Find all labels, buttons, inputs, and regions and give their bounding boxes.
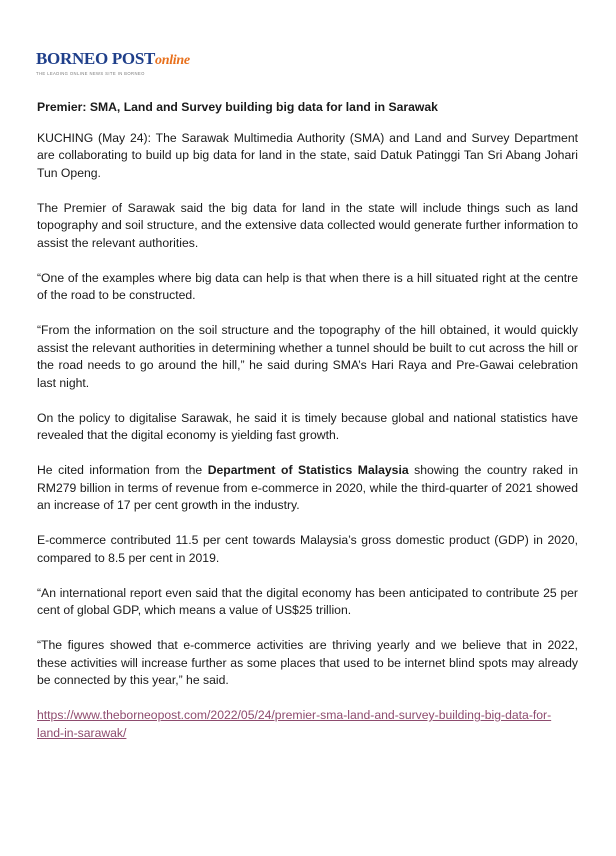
borneo-post-logo[interactable] (36, 49, 190, 80)
logo-online-script: online (155, 53, 190, 68)
paragraph-8: “An international report even said that the digital economy has been anticipated to contribute 25 per cent of global GDP, which means a value of US$25 trillion. (37, 585, 578, 617)
paragraph-3: “One of the examples where big data can help is that when there is a hill situated right at the centre of the road to be constructed. (37, 270, 578, 302)
source-paragraph (37, 707, 578, 742)
paragraph-7: E-commerce contributed 11.5 per cent towards Malaysia’s gross domestic product (GDP) in 2020, compared to 8.5 per cent in 2019. (37, 533, 578, 565)
paragraph-4: “From the information on the soil structure and the topography of the hill obtained, it would quickly assist the relevant authorities in determining whether a tunnel should be built to cut across the hill or the road needs to go around the hill,” he said during SMA’s Hari Raya and Pre-Gawai celebration last night. (37, 323, 578, 390)
article-headline: Premier: SMA, Land and Survey building big data for land in Sarawak (37, 100, 438, 114)
paragraph-9: “The figures showed that e-commerce activities are thriving yearly and we believe that in 2022, these activities will increase further as some places that used to be internet blind spots may already be connected by this year,” he said. (37, 638, 578, 687)
source-url-link[interactable]: https://www.theborneopost.com/2022/05/24/premier-sma-land-and-survey-building-big-data-for-land-in-sarawak/ (37, 708, 552, 740)
paragraph-2: The Premier of Sarawak said the big data for land in the state will include things such as land topography and soil structure, and the extensive data collected would generate further information to assist the relevant authorities. (37, 200, 578, 250)
paragraph-6: He cited information from the Department of Statistics Malaysia showing the country raked in RM279 billion in terms of revenue from e-commerce in 2020, while the third-quarter of 2021 showed an increase of 17 per cent growth in the industry. (37, 463, 578, 512)
article-body (37, 99, 578, 760)
paragraph-5: On the policy to digitalise Sarawak, he said it is timely because global and national statistics have revealed that the digital economy is yielding fast growth. (37, 410, 578, 442)
department-of-statistics-link[interactable]: Department of Statistics Malaysia (207, 463, 409, 477)
paragraph-1: KUCHING (May 24): The Sarawak Multimedia Authority (SMA) and Land and Survey Department are collaborating to build up big data for land in the state, said Datuk Patinggi Tan Sri Abang Johari Tun Openg. (37, 130, 578, 180)
logo-wordmark: BORNEO POST (36, 49, 156, 68)
logo-tagline: THE LEADING ONLINE NEWS SITE IN BORNEO (36, 71, 145, 76)
